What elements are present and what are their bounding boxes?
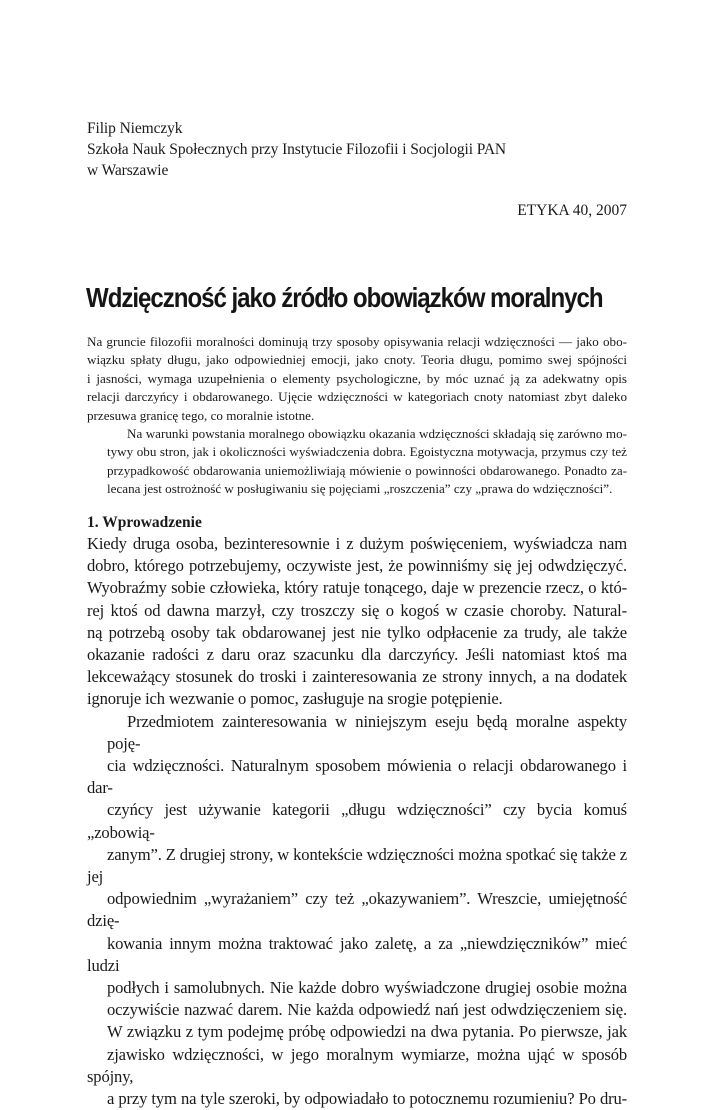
abstract-line: Na gruncie filozofii moralności dominują trzy sposoby opisywania relacji wdzięczności — jako obo- [87, 334, 627, 349]
abstract-line: tywy obu stron, jak i okoliczności wyświadczenia dobra. Egoistyczna motywacja, przymus czy też [107, 444, 627, 460]
body-line: rej ktoś od dawna marzył, czy troszczy się o kogoś w czasie choroby. Natural- [87, 600, 627, 620]
author-block [87, 118, 506, 181]
abstract-line: lecana jest ostrożność w posługiwaniu się pojęciami „roszczenia” czy „prawa do wdzięczności”. [107, 481, 613, 497]
body-line: kowania innym można traktować jako zaletę, a za „niewdzięczników” mieć ludzi [87, 933, 627, 975]
abstract [87, 333, 627, 499]
abstract-line: relacji darczyńcy i obdarowanego. Ujęcie wdzięczności w kategoriach cnoty natomiast zbyt daleko [87, 389, 627, 405]
section-introduction [87, 512, 627, 1110]
body-line: odpowiednim „wyrażaniem” czy też „okazywaniem”. Wreszcie, umiejętność dzię- [87, 889, 627, 931]
abstract-line: przypadkowość obdarowania uniemożliwiają mówienie o powinności obdarowanego. Ponadto za- [107, 462, 627, 478]
body-line: zjawisko wdzięczności, w jego moralnym wymiarze, można ująć w sposób spójny, [87, 1044, 627, 1086]
journal-reference: ETYKA 40, 2007 [517, 202, 627, 219]
body-line: oczywiście nazwać darem. Nie każda odpowiedź nań jest odwdzięczeniem się. [107, 1000, 627, 1020]
body-line: Przedmiotem zainteresowania w niniejszym eseju będą moralne aspekty poję- [107, 711, 627, 753]
body-line: ignoruje ich wezwanie o pomoc, zasługuje na srogie potępienie. [87, 689, 503, 709]
body-line: zanym”. Z drugiej strony, w kontekście wdzięczności można spotkać się także z jej [87, 844, 627, 887]
body-line: a przy tym na tyle szeroki, by odpowiadało to potocznemu rozumieniu? Po dru- [107, 1089, 627, 1109]
body-line: okazanie radości z daru oraz szacunku dla darczyńcy. Jeśli natomiast ktoś ma [87, 645, 627, 665]
body-line: Wyobraźmy sobie człowieka, który ratuje tonącego, daje w prezencie rzecz, o któ- [87, 578, 627, 598]
author-name: Filip Niemczyk [87, 120, 183, 137]
body-line: lekceważący stosunek do troski i zainteresowania ze strony innych, a na dodatek [87, 667, 627, 687]
abstract-paragraph-1 [87, 333, 627, 425]
abstract-line: wiązku spłaty długu, jako odpowiedniej emocji, jako cnoty. Teoria długu, pomimo swej spójności [87, 352, 627, 368]
body-paragraph-2 [87, 711, 627, 1110]
body-line: czyńcy jest używanie kategorii „długu wdzięczności” czy bycia komuś „zobowią- [87, 800, 627, 842]
affiliation-line-2: w Warszawie [87, 162, 169, 179]
body-line: podłych i samolubnych. Nie każde dobro wyświadczone drugiej osobie można [107, 978, 627, 998]
section-body [87, 533, 627, 1110]
body-line: W związku z tym podejmę próbę odpowiedzi na dwa pytania. Po pierwsze, jak [107, 1022, 627, 1042]
body-line: Kiedy druga osoba, bezinteresownie i z dużym poświęceniem, wyświadcza nam [87, 534, 627, 553]
section-heading: 1. Wprowadzenie [87, 514, 202, 531]
body-line: cia wdzięczności. Naturalnym sposobem mówienia o relacji obdarowanego i dar- [87, 756, 627, 798]
affiliation-line-1: Szkoła Nauk Społecznych przy Instytucie Filozofii i Socjologii PAN [87, 141, 507, 158]
article-title: Wdzięczność jako źródło obowiązków moralnych [86, 282, 603, 313]
abstract-line: Na warunki powstania moralnego obowiązku okazania wdzięczności składają się zarówno mo- [127, 426, 627, 442]
body-line: dobro, którego potrzebujemy, oczywiste jest, że powinniśmy się jej odwdzięczyć. [87, 556, 627, 576]
abstract-line: przesuwa granicę tego, co moralnie istotne. [87, 407, 315, 423]
body-paragraph-1 [87, 533, 627, 711]
abstract-line: i jasności, wymaga uzupełnienia o elementy psychologiczne, by móc uznać ją za adekwatny opis [87, 370, 627, 386]
abstract-paragraph-2 [87, 425, 627, 499]
body-line: ną potrzebą osoby tak obdarowanej jest nie tylko odpłacenie za trudy, ale także [87, 622, 627, 642]
